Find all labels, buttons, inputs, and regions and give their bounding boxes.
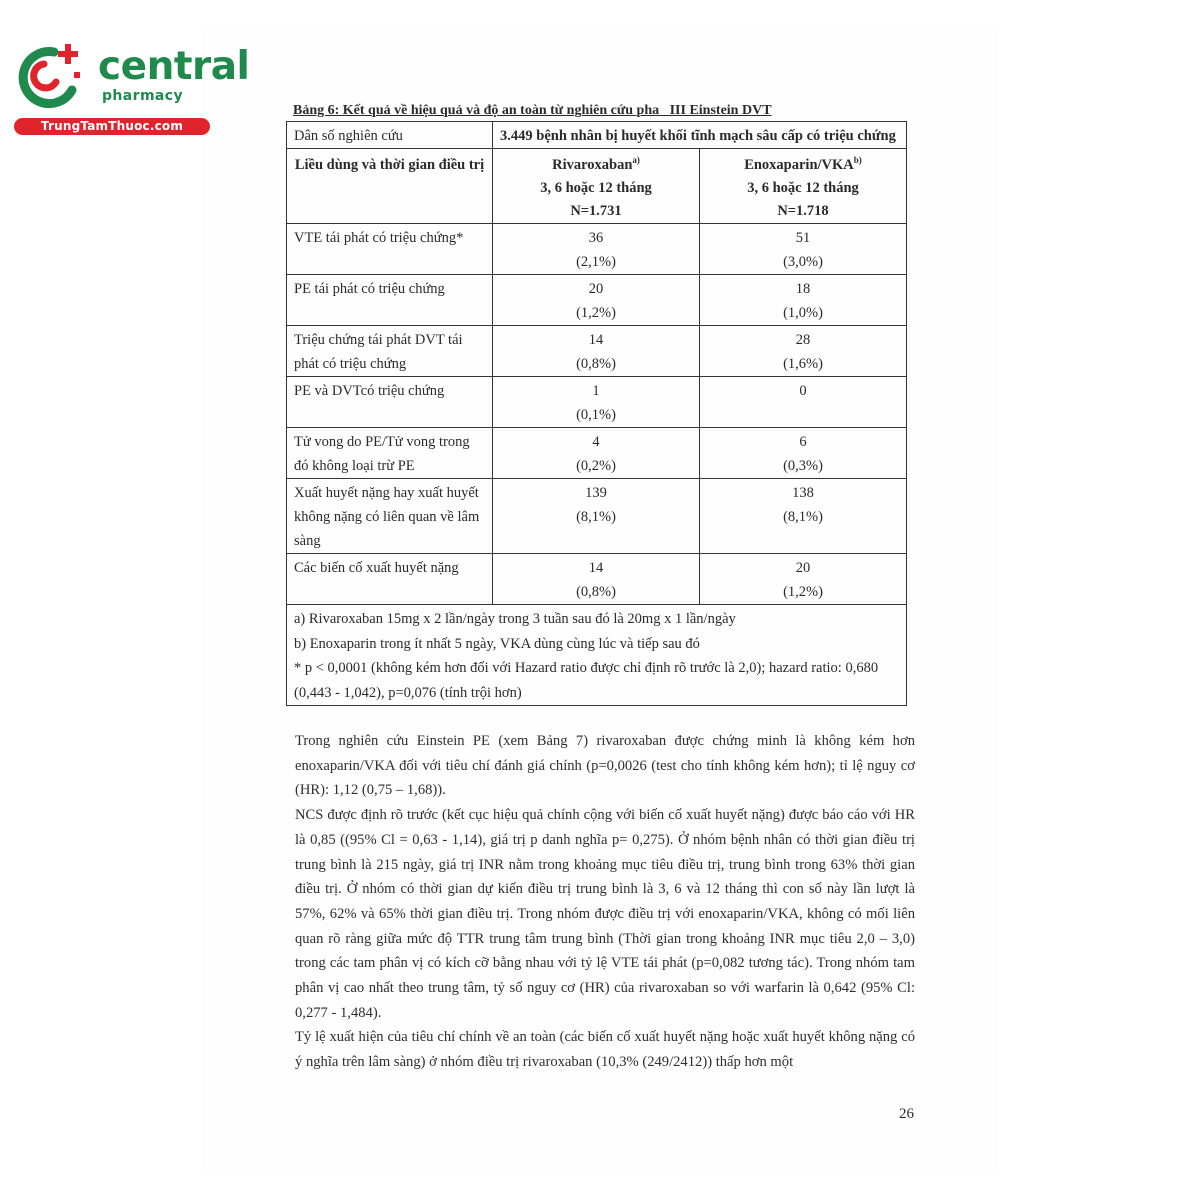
rivaroxaban-cell	[493, 377, 700, 428]
percent: (0,8%)	[576, 584, 616, 600]
table-row	[287, 377, 907, 428]
rivaroxaban-cell	[493, 428, 700, 479]
row-label: Triệu chứng tái phát DVT tái phát có triệu chứng	[287, 326, 493, 377]
row-label: Xuất huyết nặng hay xuất huyết không nặng có liên quan về lâm sàng	[287, 479, 493, 554]
count: 14	[588, 332, 604, 348]
enoxaparin-cell	[700, 326, 907, 377]
table-row	[287, 224, 907, 275]
caption-rest: III Einstein DVT	[669, 103, 772, 118]
row-label: PE và DVTcó triệu chứng	[287, 377, 493, 428]
table-row	[287, 554, 907, 605]
logo-subtitle: pharmacy	[102, 88, 183, 104]
arm2-sup: b)	[853, 155, 862, 166]
percent: (0,2%)	[576, 458, 616, 474]
count: 36	[588, 230, 604, 246]
count: 1	[592, 383, 600, 399]
count: 4	[592, 434, 600, 450]
count: 0	[799, 383, 807, 399]
table-notes	[287, 605, 907, 706]
arm1-sup: a)	[632, 155, 640, 166]
results-table	[286, 121, 907, 706]
pharmacy-cross-logo-icon	[10, 38, 90, 118]
row-label: Tử vong do PE/Tử vong trong đó không loại trừ PE	[287, 428, 493, 479]
count: 14	[588, 560, 604, 576]
arm2-duration: 3, 6 hoặc 12 tháng	[747, 180, 859, 196]
count: 51	[795, 230, 811, 246]
percent: (0,8%)	[576, 356, 616, 372]
population-label: Dân số nghiên cứu	[287, 122, 493, 149]
enoxaparin-cell	[700, 428, 907, 479]
percent: (1,2%)	[783, 584, 823, 600]
count: 20	[795, 560, 811, 576]
table-row	[287, 275, 907, 326]
header-row	[287, 149, 907, 224]
paragraph-ncs: NCS được định rõ trước (kết cục hiệu quả chính cộng với biến cố xuất huyết nặng) được báo cáo với HR là 0,85 ((95% Cl = 0,63 - 1,14), giá trị p danh nghĩa p= 0,275). Ở nhóm bệnh nhân có thời gian điều trị trung bình là 215 ngày, giá trị INR nằm trong khoảng mục tiêu điều trị, trung bình trong 63% thời gian điều trị. Ở nhóm có thời gian dự kiến điều trị trung bình là 3, 6 và 12 tháng thì con số này lần lượt là 57%, 62% và 65% thời gian điều trị. Trong nhóm được điều trị với enoxaparin/VKA, không có mối liên quan rõ ràng giữa mức độ TTR trung tâm trung bình (Thời gian trong khoảng INR mục tiêu 2,0 – 3,0) trong các tam phân vị có kích cỡ bằng nhau với tỷ lệ VTE tái phát (p=0,082 tương tác). Trong nhóm tam phân vị cao nhất theo trung tâm, tỷ số nguy cơ (HR) của rivaroxaban so với warfarin là 0,642 (95% Cl: 0,277 - 1,484).	[295, 807, 915, 1021]
logo-name: central	[98, 44, 250, 89]
arm-rivaroxaban-header	[493, 149, 700, 224]
table-row	[287, 428, 907, 479]
percent: (2,1%)	[576, 254, 616, 270]
paragraph-safety: Tỷ lệ xuất hiện của tiêu chí chính về an toàn (các biến cố xuất huyết nặng hoặc xuất huyết không nặng có ý nghĩa trên lâm sàng) ở nhóm điều trị rivaroxaban (10,3% (249/2412)) thấp hơn một	[295, 1029, 915, 1071]
arm1-name: Rivaroxaban	[552, 157, 633, 173]
body-text	[295, 729, 915, 1075]
percent: (8,1%)	[576, 509, 616, 525]
percent: (3,0%)	[783, 254, 823, 270]
table-row	[287, 326, 907, 377]
count: 18	[795, 281, 811, 297]
enoxaparin-cell	[700, 377, 907, 428]
count: 20	[588, 281, 604, 297]
count: 139	[585, 485, 607, 501]
percent: (8,1%)	[783, 509, 823, 525]
percent: (1,2%)	[576, 305, 616, 321]
row-label: VTE tái phát có triệu chứng*	[287, 224, 493, 275]
percent: (1,6%)	[783, 356, 823, 372]
enoxaparin-cell	[700, 224, 907, 275]
rivaroxaban-cell	[493, 479, 700, 554]
rivaroxaban-cell	[493, 554, 700, 605]
population-value: 3.449 bệnh nhân bị huyết khối tĩnh mạch sâu cấp có triệu chứng	[493, 122, 907, 149]
arm2-n: N=1.718	[777, 203, 829, 219]
page-number: 26	[899, 1106, 914, 1122]
rivaroxaban-cell	[493, 275, 700, 326]
enoxaparin-cell	[700, 479, 907, 554]
count: 138	[792, 485, 814, 501]
percent: (1,0%)	[783, 305, 823, 321]
logo-banner[interactable]: TrungTamThuoc.com	[14, 118, 210, 135]
table-caption	[293, 103, 772, 119]
row-label: Các biến cố xuất huyết nặng	[287, 554, 493, 605]
arm1-n: N=1.731	[570, 203, 622, 219]
dose-label: Liều dùng và thời gian điều trị	[287, 149, 493, 224]
enoxaparin-cell	[700, 554, 907, 605]
rivaroxaban-cell	[493, 224, 700, 275]
count: 28	[795, 332, 811, 348]
percent: (0,1%)	[576, 407, 616, 423]
population-row	[287, 122, 907, 149]
paragraph-einstein-pe: Trong nghiên cứu Einstein PE (xem Bảng 7) rivaroxaban được chứng minh là không kém hơn enoxaparin/VKA đối với tiêu chí đánh giá chính (p=0,0026 (test cho tính không kém hơn); tỉ lệ nguy cơ (HR): 1,12 (0,75 – 1,68)).	[295, 733, 915, 799]
arm-enoxaparin-header	[700, 149, 907, 224]
caption-main: Bảng 6: Kết quả về hiệu quả và độ an toàn từ nghiên cứu pha	[293, 103, 660, 118]
notes-row	[287, 605, 907, 706]
note-a: a) Rivaroxaban 15mg x 2 lần/ngày trong 3 tuần sau đó là 20mg x 1 lần/ngày	[294, 611, 736, 627]
note-star: * p < 0,0001 (không kém hơn đối với Hazard ratio được chỉ định rõ trước là 2,0); hazard ratio: 0,680 (0,443 - 1,042), p=0,076 (tính trội hơn)	[294, 660, 879, 701]
rivaroxaban-cell	[493, 326, 700, 377]
arm2-name: Enoxaparin/VKA	[744, 157, 854, 173]
enoxaparin-cell	[700, 275, 907, 326]
arm1-duration: 3, 6 hoặc 12 tháng	[540, 180, 652, 196]
count: 6	[799, 434, 807, 450]
central-pharmacy-logo[interactable]	[10, 38, 250, 138]
note-b: b) Enoxaparin trong ít nhất 5 ngày, VKA dùng cùng lúc và tiếp sau đó	[294, 635, 700, 652]
row-label: PE tái phát có triệu chứng	[287, 275, 493, 326]
table-row	[287, 479, 907, 554]
percent: (0,3%)	[783, 458, 823, 474]
